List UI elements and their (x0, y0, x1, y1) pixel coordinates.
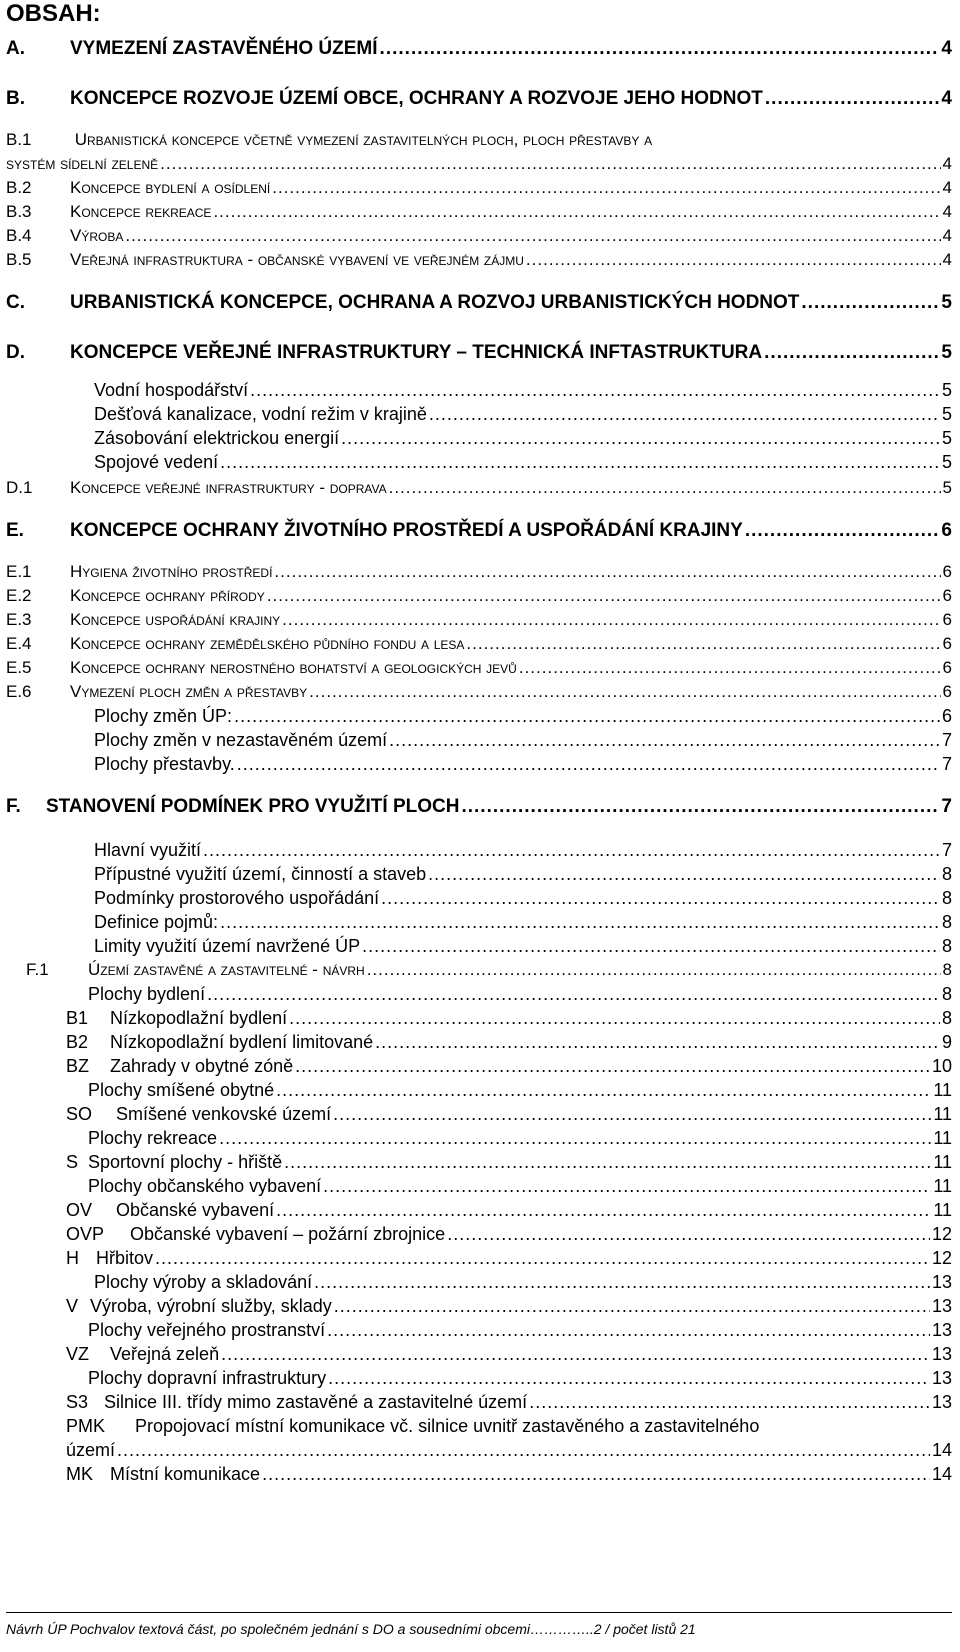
entry-label: Plochy výroby a skladování (94, 1272, 313, 1292)
toc-entry-d[interactable] (6, 342, 952, 364)
entry-label: Vodní hospodářství (94, 380, 249, 400)
dot-leader (282, 610, 940, 630)
footer-divider (6, 1612, 952, 1613)
dot-leader (207, 984, 940, 1005)
toc-entry-c[interactable] (6, 292, 952, 314)
entry-number: B. (6, 88, 25, 109)
entry-number: B.1 (6, 130, 32, 149)
toc-entry-b2[interactable] (6, 178, 952, 198)
entry-page: 6 (942, 682, 952, 701)
toc-entry-d-vodni[interactable] (94, 380, 952, 401)
entry-label: Smíšené venkovské území (116, 1104, 332, 1124)
dot-leader (341, 428, 940, 449)
toc-entry-e6-nezastavene[interactable] (94, 730, 952, 751)
entry-label: VYMEZENÍ ZASTAVĚNÉHO ÚZEMÍ (70, 38, 378, 59)
dot-leader (765, 88, 940, 110)
entry-label: Koncepce bydlení a osídlení (70, 178, 271, 197)
entry-label: Koncepce ochrany zemědělského půdního fondu a lesa (70, 634, 465, 653)
entry-label: Plochy dopravní infrastruktury (88, 1368, 327, 1388)
dot-leader (529, 1392, 930, 1413)
toc-entry-s3-code[interactable] (66, 1392, 952, 1413)
entry-label: Veřejná zeleň (110, 1344, 220, 1364)
toc-entry-e6-zmeny[interactable] (94, 706, 952, 727)
entry-label: Plochy bydlení (88, 984, 206, 1004)
entry-label: KONCEPCE VEŘEJNÉ INFRASTRUKTURY – TECHNICKÁ INFTASTRUKTURA (70, 342, 763, 363)
entry-label: Nízkopodlažní bydlení limitované (110, 1032, 374, 1052)
dot-leader (367, 960, 941, 980)
entry-page: 5 (941, 404, 952, 424)
toc-entry-b3[interactable] (6, 202, 952, 222)
entry-label: Koncepce rekreace (70, 202, 212, 221)
entry-label: Podmínky prostorového uspořádání (94, 888, 380, 908)
dot-leader (381, 888, 940, 909)
entry-page: 8 (941, 984, 952, 1004)
entry-label: Koncepce ochrany nerostného bohatství a geologických jevů (70, 658, 517, 677)
toc-entry-pmk-line2[interactable] (66, 1440, 952, 1461)
toc-entry-f-definice[interactable] (94, 912, 952, 933)
entry-page: 8 (941, 936, 952, 956)
area-code: OVP (66, 1224, 105, 1244)
dot-leader (274, 562, 940, 582)
dot-leader (220, 912, 940, 933)
entry-page: 6 (942, 610, 952, 629)
toc-entry-b5[interactable] (6, 250, 952, 270)
dot-leader (295, 1056, 930, 1077)
dot-leader (519, 658, 941, 678)
entry-label: Plochy veřejného prostranství (88, 1320, 326, 1340)
toc-entry-e3[interactable] (6, 610, 952, 630)
entry-label: Hřbitov (96, 1248, 154, 1268)
entry-page: 14 (931, 1464, 952, 1484)
area-code: BZ (66, 1056, 90, 1076)
dot-leader (333, 1104, 931, 1125)
toc-entry-e6-prestavby[interactable] (94, 754, 952, 775)
dot-leader (327, 1320, 930, 1341)
entry-page: 7 (941, 754, 952, 774)
dot-leader (461, 796, 939, 818)
dot-leader (801, 292, 939, 314)
entry-label: Hlavní využití (94, 840, 202, 860)
entry-number: B.4 (6, 226, 32, 245)
entry-label: Urbanistická koncepce včetně vymezení zastavitelných ploch, ploch přestavby a (74, 130, 653, 149)
area-code: H (66, 1248, 79, 1268)
entry-page: 8 (941, 1008, 952, 1028)
entry-label: URBANISTICKÁ KONCEPCE, OCHRANA A ROZVOJ URBANISTICKÝCH HODNOT (70, 292, 800, 313)
dot-leader (203, 840, 940, 861)
dot-leader (284, 1152, 931, 1173)
entry-page: 13 (931, 1296, 952, 1316)
entry-page: 5 (941, 342, 952, 363)
entry-label: Nízkopodlažní bydlení (110, 1008, 288, 1028)
entry-page: 4 (942, 178, 952, 197)
entry-label: systém sídelní zeleně (6, 154, 159, 173)
entry-page: 9 (941, 1032, 952, 1052)
entry-label: Spojové vedení (94, 452, 219, 472)
entry-label: Koncepce uspořádání krajiny (70, 610, 281, 629)
area-code: S3 (66, 1392, 89, 1412)
toc-entry-d1[interactable] (6, 478, 952, 498)
entry-page: 12 (931, 1248, 952, 1268)
dot-leader (466, 634, 940, 654)
entry-page: 7 (941, 840, 952, 860)
entry-page: 13 (931, 1368, 952, 1388)
toc-entry-e1[interactable] (6, 562, 952, 582)
entry-page: 14 (931, 1440, 952, 1460)
entry-page: 4 (942, 226, 952, 245)
entry-label: Občanské vybavení (116, 1200, 275, 1220)
entry-label: Sportovní plochy - hřiště (88, 1152, 283, 1172)
toc-entry-h-code[interactable] (66, 1248, 952, 1269)
entry-label: Výroba (70, 226, 124, 245)
entry-label: Plochy změn ÚP: (94, 706, 233, 726)
toc-entry-e[interactable] (6, 520, 952, 542)
toc-entry-ovp-code[interactable] (66, 1224, 952, 1245)
area-code: PMK (66, 1416, 106, 1436)
toc-entry-v-code[interactable] (66, 1296, 952, 1317)
entry-page: 13 (931, 1392, 952, 1412)
dot-leader (237, 754, 940, 775)
entry-number: D. (6, 342, 25, 363)
entry-page: 11 (933, 1200, 952, 1220)
toc-entry-f-hlavni[interactable] (94, 840, 952, 861)
area-code: SO (66, 1104, 93, 1124)
dot-leader (234, 706, 940, 727)
entry-label: Plochy smíšené obytné (88, 1080, 275, 1100)
dot-leader (267, 586, 941, 606)
entry-page: 8 (941, 912, 952, 932)
entry-label: Výroba, výrobní služby, sklady (90, 1296, 332, 1316)
entry-page: 6 (942, 562, 952, 581)
entry-page: 13 (931, 1272, 952, 1292)
dot-leader (447, 1224, 930, 1245)
toc-entry-plochy-prostranstvi[interactable] (88, 1320, 952, 1341)
toc-entry-f-podminky[interactable] (94, 888, 952, 909)
entry-page: 6 (942, 586, 952, 605)
toc-entry-f-limity[interactable] (94, 936, 952, 957)
area-code: OV (66, 1200, 93, 1220)
toc-entry-e6[interactable] (6, 682, 952, 702)
entry-label: Místní komunikace (110, 1464, 261, 1484)
dot-leader (289, 1008, 940, 1029)
entry-page: 8 (941, 888, 952, 908)
toc-entry-f-pripustne[interactable] (94, 864, 952, 885)
entry-number: E.1 (6, 562, 32, 581)
dot-leader (155, 1248, 930, 1269)
dot-leader (160, 154, 940, 174)
dot-leader (250, 380, 940, 401)
entry-number: B.3 (6, 202, 32, 221)
toc-entry-d-destova[interactable] (94, 404, 952, 425)
dot-leader (323, 1176, 931, 1197)
entry-page: 6 (941, 706, 952, 726)
entry-label: Občanské vybavení – požární zbrojnice (130, 1224, 446, 1244)
toc-entry-plochy-rekreace[interactable] (88, 1128, 952, 1149)
toc-entry-f[interactable] (6, 796, 952, 818)
entry-label: Propojovací místní komunikace vč. silnice uvnitř zastavěného a zastavitelného (135, 1416, 760, 1436)
entry-page: 4 (942, 250, 952, 269)
toc-entry-plochy-vyroby[interactable] (94, 1272, 952, 1293)
entry-page: 12 (931, 1224, 952, 1244)
dot-leader (309, 682, 940, 702)
entry-page: 11 (933, 1128, 952, 1148)
entry-label: Plochy změn v nezastavěném území (94, 730, 388, 750)
entry-number: B.2 (6, 178, 32, 197)
dot-leader (220, 452, 940, 473)
area-code: B2 (66, 1032, 89, 1052)
entry-label: Hygiena životního prostředí (70, 562, 273, 581)
entry-label: Plochy přestavby. (94, 754, 235, 774)
entry-page: 4 (941, 88, 952, 109)
entry-number: D.1 (6, 478, 33, 497)
toc-entry-vz-code[interactable] (66, 1344, 952, 1365)
entry-number: A. (6, 38, 25, 59)
dot-leader (125, 226, 940, 246)
toc-entry-b4[interactable] (6, 226, 952, 246)
area-code: MK (66, 1464, 93, 1484)
entry-number: E. (6, 520, 24, 541)
entry-label: Přípustné využití území, činností a staveb (94, 864, 427, 884)
dot-leader (428, 864, 940, 885)
toc-entry-so-code[interactable] (66, 1104, 952, 1125)
entry-number: E.3 (6, 610, 32, 629)
entry-page: 7 (941, 796, 952, 817)
toc-entry-d-spojove[interactable] (94, 452, 952, 473)
entry-page: 11 (933, 1152, 952, 1172)
dot-leader (219, 1128, 931, 1149)
dot-leader (429, 404, 940, 425)
entry-number: E.6 (6, 682, 32, 701)
entry-page: 5 (942, 478, 952, 497)
dot-leader (272, 178, 940, 198)
entry-label: Koncepce veřejné infrastruktury - doprava (70, 478, 387, 497)
dot-leader (380, 38, 940, 60)
entry-page: 6 (941, 520, 952, 541)
dot-leader (276, 1080, 931, 1101)
toc-entry-e2[interactable] (6, 586, 952, 606)
entry-page: 6 (942, 658, 952, 677)
toc-entry-f1[interactable] (26, 960, 952, 980)
dot-leader (213, 202, 940, 222)
dot-leader (389, 730, 940, 751)
dot-leader (221, 1344, 930, 1365)
entry-label: Dešťová kanalizace, vodní režim v krajině (94, 404, 427, 424)
entry-page: 4 (941, 38, 952, 59)
entry-page: 6 (942, 634, 952, 653)
entry-label: Území zastavěné a zastavitelné - návrh (88, 960, 365, 979)
dot-leader (334, 1296, 930, 1317)
toc-entry-e4[interactable] (6, 634, 952, 654)
entry-page: 4 (942, 154, 952, 173)
entry-label: Plochy občanského vybavení (88, 1176, 322, 1196)
entry-page: 8 (942, 960, 952, 979)
dot-leader (117, 1440, 930, 1461)
toc-entry-bz-code[interactable] (66, 1056, 952, 1077)
entry-page: 5 (941, 452, 952, 472)
area-code: V (66, 1296, 79, 1316)
entry-page: 5 (941, 428, 952, 448)
toc-entry-b1-line2[interactable] (6, 154, 952, 174)
entry-number: E.2 (6, 586, 32, 605)
entry-page: 4 (942, 202, 952, 221)
toc-entry-s-code[interactable] (66, 1152, 952, 1173)
entry-number: C. (6, 292, 25, 313)
entry-page: 8 (941, 864, 952, 884)
entry-label: Zahrady v obytné zóně (110, 1056, 294, 1076)
toc-entry-ov-code[interactable] (66, 1200, 952, 1221)
toc-entry-plochy-smisene[interactable] (88, 1080, 952, 1101)
toc-entry-plochy-dopravni[interactable] (88, 1368, 952, 1389)
toc-entry-d-elektro[interactable] (94, 428, 952, 449)
entry-label: KONCEPCE OCHRANY ŽIVOTNÍHO PROSTŘEDÍ A USPOŘÁDÁNÍ KRAJINY (70, 520, 743, 541)
dot-leader (526, 250, 941, 270)
entry-label: STANOVENÍ PODMÍNEK PRO VYUŽITÍ PLOCH (46, 796, 460, 817)
toc-entry-b1-line1[interactable] (6, 130, 652, 150)
dot-leader (262, 1464, 930, 1485)
entry-label: Definice pojmů: (94, 912, 219, 932)
entry-number: F. (6, 796, 21, 817)
area-code: B1 (66, 1008, 89, 1028)
entry-number: B.5 (6, 250, 32, 269)
entry-label: KONCEPCE ROZVOJE ÚZEMÍ OBCE, OCHRANY A ROZVOJE JEHO HODNOT (70, 88, 763, 109)
toc-title: OBSAH: (6, 0, 101, 27)
dot-leader (745, 520, 940, 542)
entry-page: 5 (941, 292, 952, 313)
entry-page: 13 (931, 1320, 952, 1340)
area-code: VZ (66, 1344, 90, 1364)
entry-page: 11 (933, 1176, 952, 1196)
toc-entry-b2-code[interactable] (66, 1032, 952, 1053)
toc-entry-pmk-line1[interactable] (66, 1416, 759, 1437)
toc-entry-a[interactable] (6, 38, 952, 60)
toc-entry-plochy-obcanske[interactable] (88, 1176, 952, 1197)
entry-page: 7 (941, 730, 952, 750)
toc-entry-mk-code[interactable] (66, 1464, 952, 1485)
toc-entry-plochy-bydleni[interactable] (88, 984, 952, 1005)
dot-leader (328, 1368, 930, 1389)
entry-label: Veřejná infrastruktura - občanské vybavení ve veřejném zájmu (70, 250, 524, 269)
toc-entry-b1-code[interactable] (66, 1008, 952, 1029)
entry-number: F.1 (26, 960, 49, 979)
entry-label: Silnice III. třídy mimo zastavěné a zastavitelné území (104, 1392, 528, 1412)
dot-leader (314, 1272, 930, 1293)
entry-page: 5 (941, 380, 952, 400)
entry-page: 10 (931, 1056, 952, 1076)
entry-label: Vymezení ploch změn a přestavby (70, 682, 308, 701)
entry-label: Koncepce ochrany přírody (70, 586, 265, 605)
page-footer: Návrh ÚP Pochvalov textová část, po společném jednání s DO a sousedními obcemi…………..2 / počet listů 21 (6, 1621, 696, 1637)
entry-label: Plochy rekreace (88, 1128, 218, 1148)
toc-entry-b[interactable] (6, 88, 952, 110)
entry-page: 11 (933, 1104, 952, 1124)
entry-label: území (66, 1440, 116, 1460)
toc-entry-e5[interactable] (6, 658, 952, 678)
area-code: S (66, 1152, 79, 1172)
dot-leader (362, 936, 940, 957)
entry-page: 11 (933, 1080, 952, 1100)
dot-leader (764, 342, 939, 364)
entry-label: Limity využití území navržené ÚP (94, 936, 361, 956)
entry-page: 13 (931, 1344, 952, 1364)
dot-leader (375, 1032, 940, 1053)
dot-leader (389, 478, 941, 498)
entry-number: E.4 (6, 634, 32, 653)
dot-leader (276, 1200, 931, 1221)
entry-number: E.5 (6, 658, 32, 677)
entry-label: Zásobování elektrickou energií (94, 428, 340, 448)
